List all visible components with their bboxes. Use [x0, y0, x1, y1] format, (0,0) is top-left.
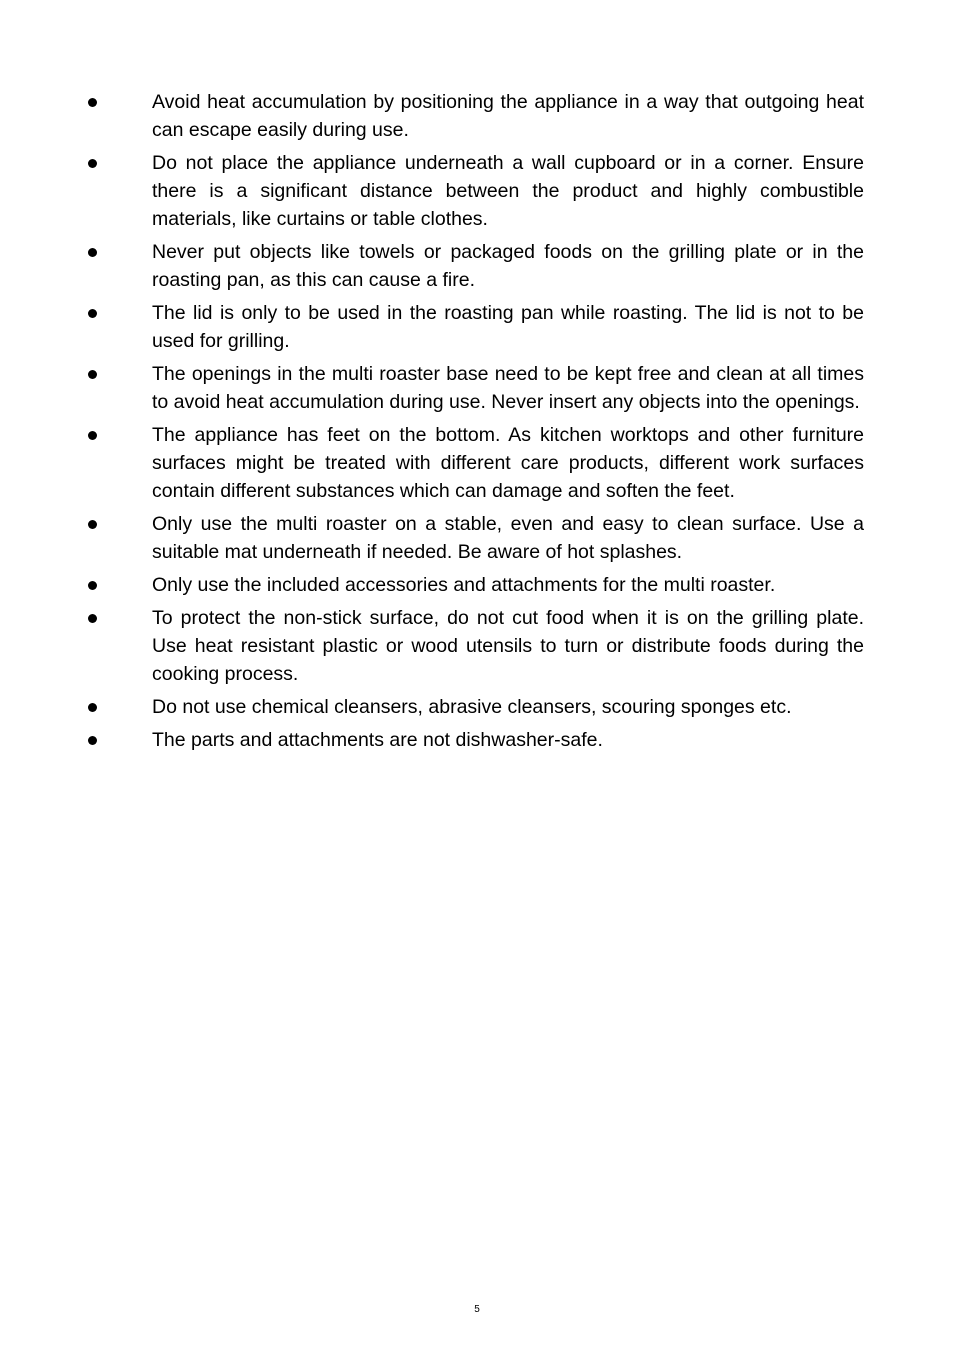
bullet-text: To protect the non-stick surface, do not cut food when it is on the grilling plate. Use heat resistant plastic or wood utensils to turn or distribute foods during the cooking process.: [152, 607, 864, 685]
bullet-item: [84, 421, 864, 505]
bullet-item: [84, 693, 864, 721]
bullet-icon: [88, 309, 97, 318]
bullet-icon: [88, 431, 97, 440]
bullet-icon: [88, 703, 97, 712]
bullet-icon: [88, 614, 97, 623]
bullet-item: [84, 726, 864, 754]
bullet-item: [84, 88, 864, 144]
bullet-text: Avoid heat accumulation by positioning the appliance in a way that outgoing heat can escape easily during use.: [152, 91, 864, 141]
bullet-icon: [88, 736, 97, 745]
bullet-item: [84, 299, 864, 355]
bullet-text: Never put objects like towels or packaged foods on the grilling plate or in the roasting pan, as this can cause a fire.: [152, 241, 864, 291]
bullet-item: [84, 571, 864, 599]
bullet-text: The appliance has feet on the bottom. As kitchen worktops and other furniture surfaces might be treated with different care products, different work surfaces contain different substances which can damage and soften the feet.: [152, 424, 864, 502]
bullet-item: [84, 604, 864, 688]
bullet-icon: [88, 370, 97, 379]
bullet-icon: [88, 248, 97, 257]
bullet-icon: [88, 581, 97, 590]
bullet-text: The parts and attachments are not dishwasher-safe.: [152, 729, 603, 751]
page-number: 5: [474, 1304, 480, 1315]
bullet-text: Do not place the appliance underneath a wall cupboard or in a corner. Ensure there is a significant distance between the product and highly combustible materials, like curtains or table clothes.: [152, 152, 864, 230]
bullet-text: The lid is only to be used in the roasting pan while roasting. The lid is not to be used for grilling.: [152, 302, 864, 352]
bullet-text: Only use the multi roaster on a stable, even and easy to clean surface. Use a suitable mat underneath if needed. Be aware of hot splashes.: [152, 513, 864, 563]
bullet-item: [84, 149, 864, 233]
bullet-icon: [88, 98, 97, 107]
bullet-item: [84, 238, 864, 294]
bullet-text: Do not use chemical cleansers, abrasive cleansers, scouring sponges etc.: [152, 696, 792, 718]
bullet-text: The openings in the multi roaster base need to be kept free and clean at all times to avoid heat accumulation during use. Never insert any objects into the openings.: [152, 363, 864, 413]
bullet-icon: [88, 520, 97, 529]
bullet-text: Only use the included accessories and attachments for the multi roaster.: [152, 574, 776, 596]
bullet-item: [84, 360, 864, 416]
safety-bullet-list: [84, 88, 864, 759]
bullet-item: [84, 510, 864, 566]
bullet-icon: [88, 159, 97, 168]
